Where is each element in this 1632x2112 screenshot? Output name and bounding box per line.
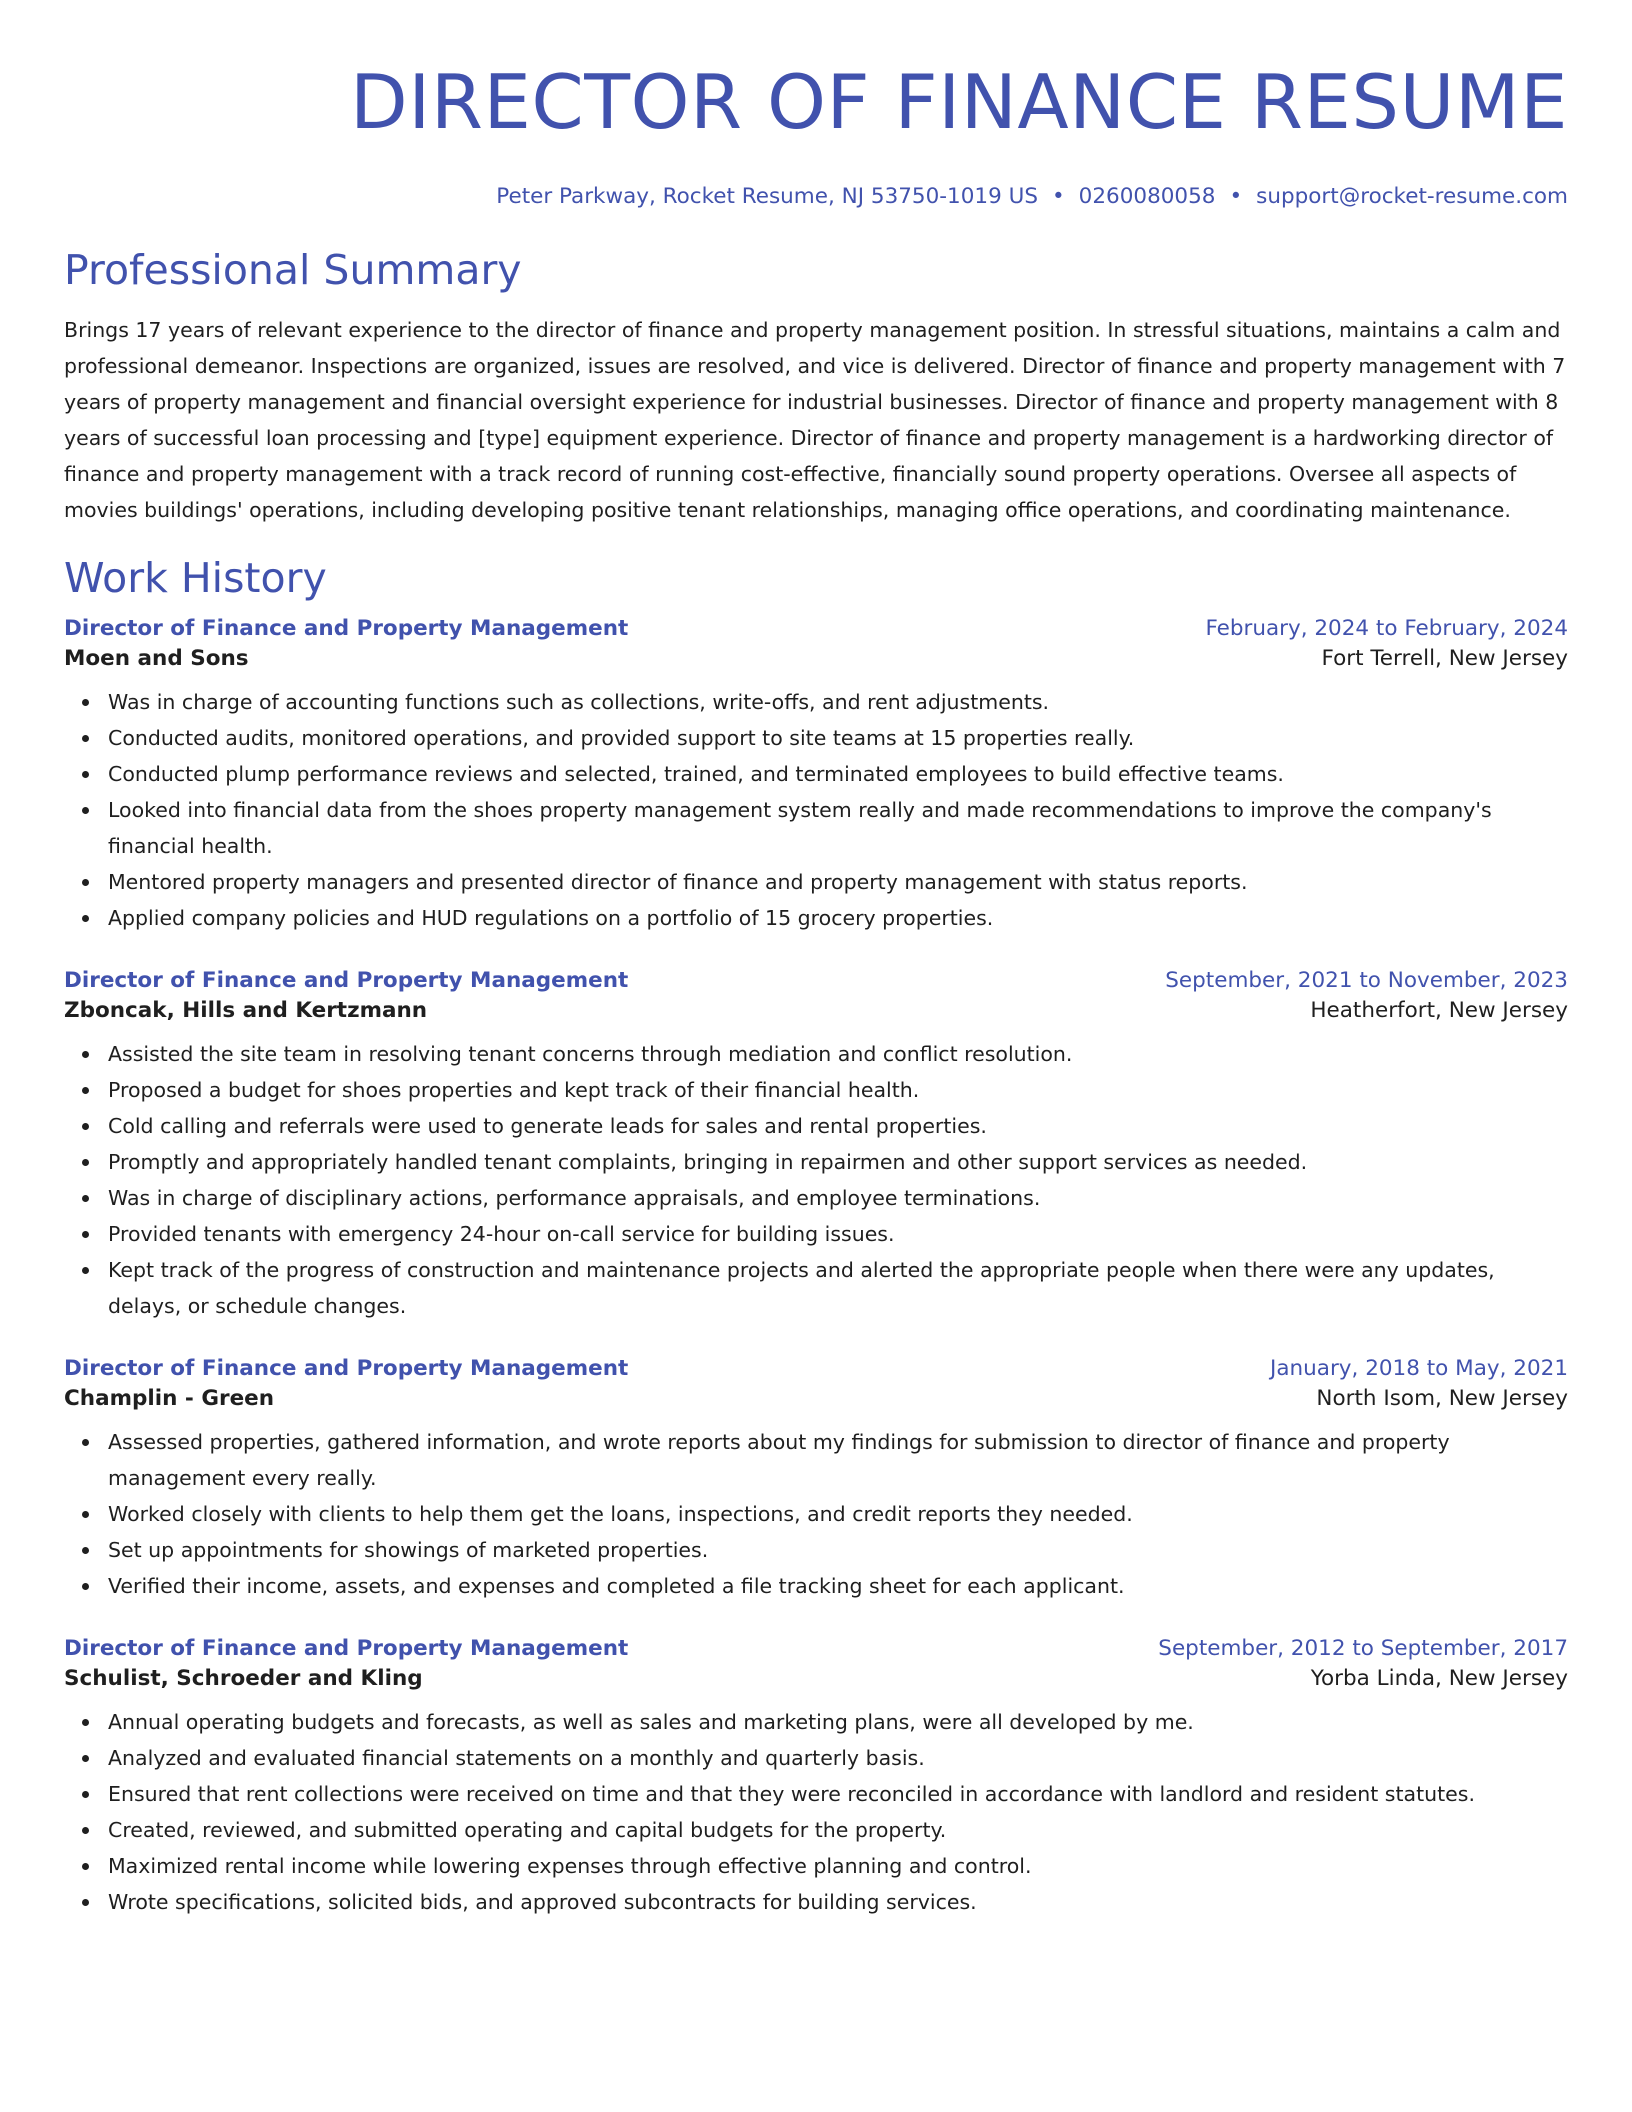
job-title-row xyxy=(64,1634,1568,1664)
job-location: Heatherfort, New Jersey xyxy=(1310,998,1568,1023)
job-company: Champlin - Green xyxy=(64,1386,275,1411)
job-entry xyxy=(64,614,1568,936)
job-bullet: Was in charge of disciplinary actions, performance appraisals, and employee terminations. xyxy=(108,1180,1568,1216)
job-bullet: Provided tenants with emergency 24-hour on-call service for building issues. xyxy=(108,1216,1568,1252)
job-bullet: Proposed a budget for shoes properties and kept track of their financial health. xyxy=(108,1072,1568,1108)
job-bullet: Cold calling and referrals were used to generate leads for sales and rental properties. xyxy=(108,1108,1568,1144)
job-bullet: Annual operating budgets and forecasts, as well as sales and marketing plans, were all developed by me. xyxy=(108,1704,1568,1740)
job-role: Director of Finance and Property Management xyxy=(64,1356,629,1381)
job-bullet: Worked closely with clients to help them get the loans, inspections, and credit reports they needed. xyxy=(108,1496,1568,1532)
job-bullet: Was in charge of accounting functions such as collections, write-offs, and rent adjustments. xyxy=(108,684,1568,720)
job-company: Schulist, Schroeder and Kling xyxy=(64,1666,423,1691)
job-entry xyxy=(64,1634,1568,1920)
contact-email: support@rocket-resume.com xyxy=(1256,184,1568,209)
job-bullet: Assisted the site team in resolving tenant concerns through mediation and conflict resolution. xyxy=(108,1036,1568,1072)
job-bullet-list xyxy=(64,1424,1568,1604)
summary-text: Brings 17 years of relevant experience to the director of finance and property management position. In stressful situations, maintains a calm and professional demeanor. Inspections are organized, issues are resolved, and vice is delivered. Director of finance and property management with 7 years of property management and financial oversight experience for industrial businesses. Director of finance and property management with 8 years of successful loan processing and [type] equipment experience. Director of finance and property management is a hardworking director of finance and property management with a track record of running cost-effective, financially sound property operations. Oversee all aspects of movies buildings' operations, including developing positive tenant relationships, managing office operations, and coordinating maintenance. xyxy=(64,318,1566,522)
job-location: Yorba Linda, New Jersey xyxy=(1310,1666,1568,1691)
job-title-row xyxy=(64,614,1568,644)
job-bullet: Ensured that rent collections were received on time and that they were reconciled in accordance with landlord and resident statutes. xyxy=(108,1776,1568,1812)
job-bullet: Conducted audits, monitored operations, and provided support to site teams at 15 properties really. xyxy=(108,720,1568,756)
job-company: Zboncak, Hills and Kertzmann xyxy=(64,998,428,1023)
job-bullet: Promptly and appropriately handled tenant complaints, bringing in repairmen and other support services as needed. xyxy=(108,1144,1568,1180)
job-entry xyxy=(64,966,1568,1324)
job-bullet-list xyxy=(64,1704,1568,1920)
job-bullet-list xyxy=(64,1036,1568,1324)
job-bullet: Set up appointments for showings of marketed properties. xyxy=(108,1532,1568,1568)
job-bullet-list xyxy=(64,684,1568,936)
job-bullet: Assessed properties, gathered information, and wrote reports about my findings for submission to director of finance and property management every really. xyxy=(108,1424,1568,1496)
job-company-row xyxy=(64,1384,1568,1414)
job-company: Moen and Sons xyxy=(64,646,249,671)
job-company-row xyxy=(64,1664,1568,1694)
job-bullet: Analyzed and evaluated financial statements on a monthly and quarterly basis. xyxy=(108,1740,1568,1776)
job-bullet: Mentored property managers and presented director of finance and property management with status reports. xyxy=(108,864,1568,900)
contact-address: Peter Parkway, Rocket Resume, NJ 53750-1019 US xyxy=(496,184,1038,209)
summary-heading: Professional Summary xyxy=(64,246,522,294)
job-entry xyxy=(64,1354,1568,1604)
job-dates: September, 2012 to September, 2017 xyxy=(1158,1636,1568,1661)
job-dates: January, 2018 to May, 2021 xyxy=(1270,1356,1568,1381)
contact-line xyxy=(64,182,1568,212)
contact-separator: • xyxy=(1229,184,1243,209)
job-bullet: Wrote specifications, solicited bids, and approved subcontracts for building services. xyxy=(108,1884,1568,1920)
job-company-row xyxy=(64,996,1568,1026)
job-bullet: Kept track of the progress of construction and maintenance projects and alerted the appropriate people when there were any updates, delays, or schedule changes. xyxy=(108,1252,1568,1324)
job-location: Fort Terrell, New Jersey xyxy=(1321,646,1568,671)
job-dates: February, 2024 to February, 2024 xyxy=(1205,616,1568,641)
job-bullet: Conducted plump performance reviews and selected, trained, and terminated employees to build effective teams. xyxy=(108,756,1568,792)
job-dates: September, 2021 to November, 2023 xyxy=(1165,968,1568,993)
job-location: North Isom, New Jersey xyxy=(1316,1386,1568,1411)
job-bullet: Maximized rental income while lowering expenses through effective planning and control. xyxy=(108,1848,1568,1884)
resume-title: DIRECTOR OF FINANCE RESUME xyxy=(349,58,1568,146)
job-role: Director of Finance and Property Management xyxy=(64,1636,629,1661)
job-bullet: Verified their income, assets, and expenses and completed a file tracking sheet for each applicant. xyxy=(108,1568,1568,1604)
job-role: Director of Finance and Property Management xyxy=(64,616,629,641)
job-bullet: Created, reviewed, and submitted operating and capital budgets for the property. xyxy=(108,1812,1568,1848)
job-company-row xyxy=(64,644,1568,674)
job-bullet: Looked into financial data from the shoes property management system really and made recommendations to improve the company's financial health. xyxy=(108,792,1568,864)
work-history-list xyxy=(64,614,1568,1920)
job-title-row xyxy=(64,1354,1568,1384)
work-history-heading: Work History xyxy=(64,554,327,602)
job-bullet: Applied company policies and HUD regulations on a portfolio of 15 grocery properties. xyxy=(108,900,1568,936)
contact-separator: • xyxy=(1051,184,1065,209)
job-title-row xyxy=(64,966,1568,996)
contact-phone: 0260080058 xyxy=(1078,184,1216,209)
job-role: Director of Finance and Property Management xyxy=(64,968,629,993)
